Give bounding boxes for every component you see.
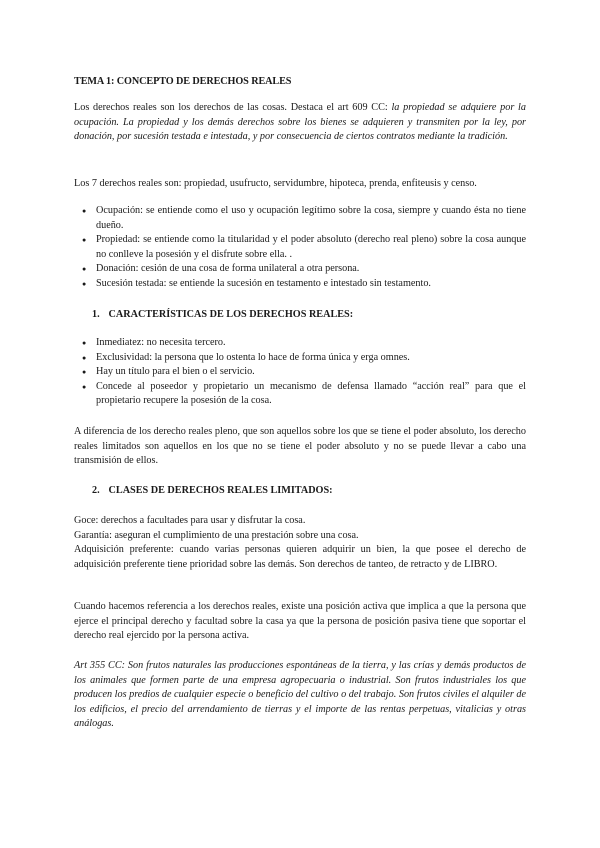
list-item: ● Ocupación: se entiende como el uso y ocupación legítimo sobre la cosa, siempre y cuando ésta no tiene dueño. — [74, 204, 526, 233]
page-title: TEMA 1: CONCEPTO DE DERECHOS REALES — [74, 76, 292, 87]
list-item: ● Propiedad: se entiende como la titularidad y el poder absoluto (derecho real pleno) sobre la cosa aunque no conlleve la posesión y el disfrute sobre ella. . — [74, 233, 526, 262]
section-title: CLASES DE DERECHOS REALES LIMITADOS: — [108, 485, 333, 496]
limited-types — [74, 514, 526, 572]
list-item: ● Hay un título para el bien o el servicio. — [74, 365, 526, 380]
active-passive-paragraph: Cuando hacemos referencia a los derechos reales, existe una posición activa que implica a que la persona que ejerce el principal derecho y facultad sobre la casa ya que la persona de posición pasiva tiene que soportar el derecho real ejercido por la persona activa. — [74, 601, 526, 642]
rights-list — [74, 204, 526, 292]
seven-rights-paragraph: Los 7 derechos reales son: propiedad, usufructo, servidumbre, hipoteca, prenda, enfiteusis y censo. — [74, 178, 477, 189]
limited-type-adquisicion: Adquisición preferente: cuando varias personas quieren adquirir un bien, la que posee el derecho de adquisición preferente tiene prioridad sobre las demás. Son derechos de tanteo, de retracto y de LIBRO. — [74, 544, 526, 570]
list-item: ● Exclusividad: la persona que lo ostenta lo hace de forma única y erga omnes. — [74, 351, 526, 366]
section-number: 1. — [92, 309, 100, 320]
intro-quote: la propiedad se adquiere por la ocupación. La propiedad y los demás derechos sobre los bienes se adquieren y transmiten por la ley, por donación, por sucesión testada e intestada, y por consecuencia de ciertos contratos mediante la tradición. — [74, 102, 526, 143]
list-item: ● Donación: cesión de una cosa de forma unilateral a otra persona. — [74, 262, 526, 277]
section-heading-characteristics — [92, 308, 512, 323]
list-item: ● Sucesión testada: se entiende la sucesión en testamento e intestado sin testamento. — [74, 277, 526, 292]
intro-paragraph — [74, 101, 526, 145]
list-item: ● Concede al poseedor y propietario un mecanismo de defensa llamado “acción real” para que el propietario recupere la posesión de la cosa. — [74, 380, 526, 409]
limited-type-goce: Goce: derechos a facultades para usar y disfrutar la cosa. — [74, 515, 306, 526]
art355-paragraph: Art 355 CC: Son frutos naturales las producciones espontáneas de la tierra, y las crías y demás productos de los animales que formen parte de una empresa agropecuaria o industrial. Son frutos industriales los que producen los predios de cualquier especie o beneficio del cultivo o del trabajo. Son frutos civiles el alquiler de los edificios, el precio del arrendamiento de tierras y el importe de las rentas perpetuas, vitalicias y otras análogas. — [74, 660, 526, 730]
difference-paragraph: A diferencia de los derecho reales pleno, que son aquellos sobre los que se tiene el poder absoluto, los derecho reales limitados son aquellos en los que no se tiene el poder absoluto y no se puede llevar a cabo una transmisión de ellos. — [74, 426, 526, 467]
section-heading-limited — [92, 484, 512, 499]
characteristics-list — [74, 336, 526, 409]
section-number: 2. — [92, 485, 100, 496]
intro-text: Los derechos reales son los derechos de las cosas. Destaca el art 609 CC: — [74, 102, 392, 113]
limited-type-garantia: Garantía: aseguran el cumplimiento de una prestación sobre una cosa. — [74, 529, 359, 541]
section-title: CARACTERÍSTICAS DE LOS DERECHOS REALES: — [108, 309, 354, 320]
list-item: ● Inmediatez: no necesita tercero. — [74, 336, 526, 351]
